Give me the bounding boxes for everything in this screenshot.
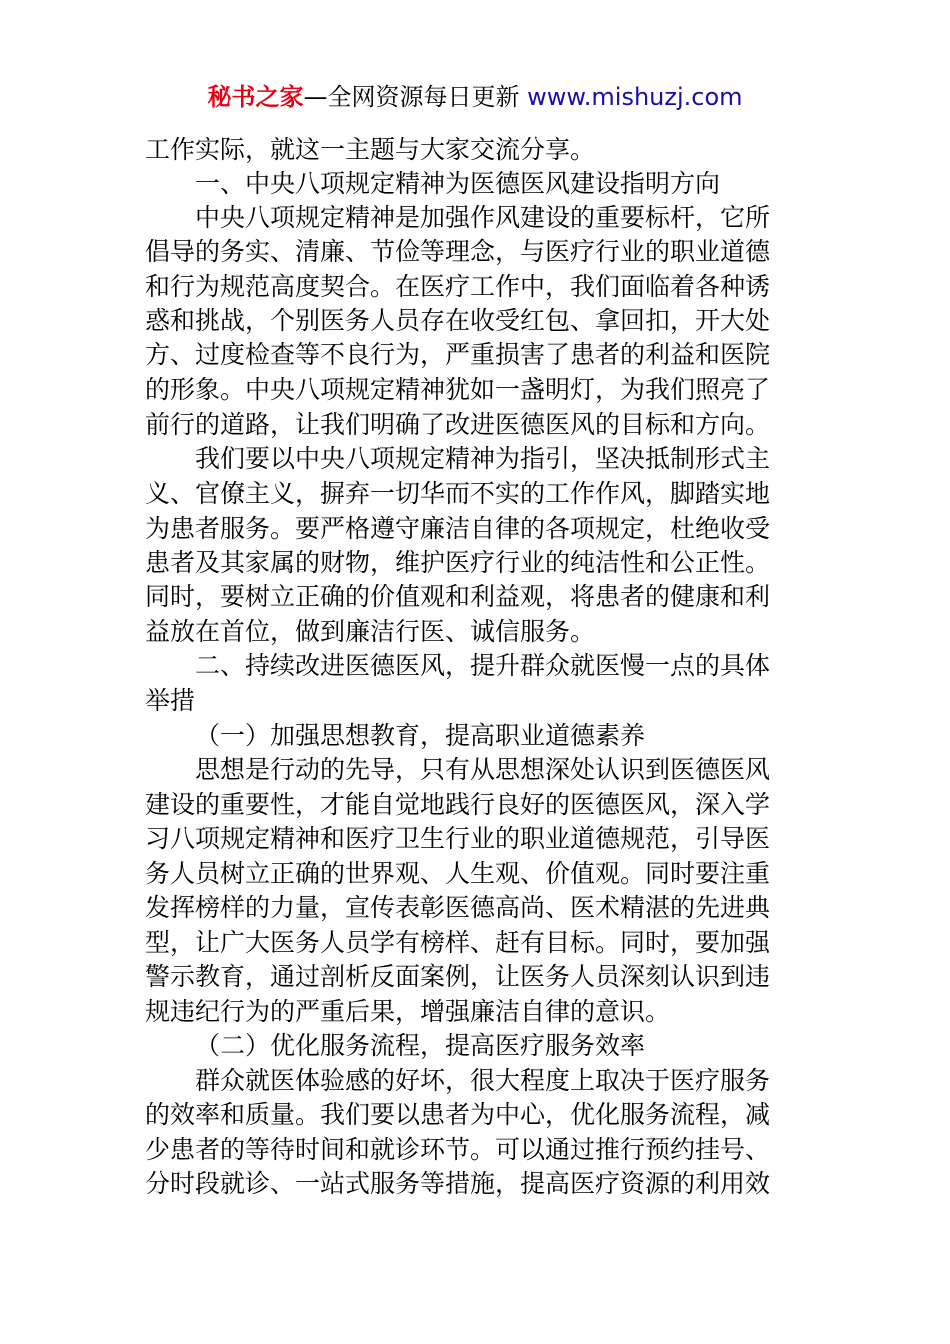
text-line: 前行的道路，让我们明确了改进医德医风的目标和方向。 — [145, 410, 771, 439]
text-line: 惑和挑战，个别医务人员存在收受红包、拿回扣，开大处 — [145, 306, 771, 335]
text-line: 我们要以中央八项规定精神为指引，坚决抵制形式主 — [195, 444, 771, 473]
text-line: 群众就医体验感的好坏，很大程度上取决于医疗服务 — [195, 1066, 771, 1095]
text-line: 规违纪行为的严重后果，增强廉洁自律的意识。 — [145, 997, 671, 1026]
text-line: 发挥榜样的力量，宣传表彰医德高尚、医术精湛的先进典 — [145, 893, 771, 922]
text-line: 益放在首位，做到廉洁行医、诚信服务。 — [145, 617, 596, 646]
text-line: 患者及其家属的财物，维护医疗行业的纯洁性和公正性。 — [145, 548, 771, 577]
site-url[interactable]: www.mishuzj.com — [527, 83, 743, 111]
text-line: 警示教育，通过剖析反面案例，让医务人员深刻认识到违 — [145, 962, 771, 991]
text-line: 少患者的等待时间和就诊环节。可以通过推行预约挂号、 — [145, 1135, 771, 1164]
site-header — [0, 80, 950, 114]
text-line: 务人员树立正确的世界观、人生观、价值观。同时要注重 — [145, 859, 771, 888]
text-line: 的效率和质量。我们要以患者为中心，优化服务流程，减 — [145, 1100, 771, 1129]
text-line: 中央八项规定精神是加强作风建设的重要标杆，它所 — [195, 203, 771, 232]
section-heading-1: 一、中央八项规定精神为医德医风建设指明方向 — [195, 169, 721, 198]
text-line: 义、官僚主义，摒弃一切华而不实的工作作风，脚踏实地 — [145, 479, 771, 508]
text-line: 习八项规定精神和医疗卫生行业的职业道德规范，引导医 — [145, 824, 771, 853]
text-line: 分时段就诊、一站式服务等措施，提高医疗资源的利用效 — [145, 1169, 771, 1198]
text-line: 同时，要树立正确的价值观和利益观，将患者的健康和利 — [145, 582, 771, 611]
text-line: 和行为规范高度契合。在医疗工作中，我们面临着各种诱 — [145, 272, 771, 301]
text-line: 方、过度检查等不良行为，严重损害了患者的利益和医院 — [145, 340, 771, 369]
subsection-heading-1: （一）加强思想教育，提高职业道德素养 — [195, 721, 646, 750]
text-line: 工作实际，就这一主题与大家交流分享。 — [145, 135, 596, 164]
site-brand: 秘书之家 — [207, 83, 304, 111]
section-heading-2: 二、持续改进医德医风，提升群众就医慢一点的具体 — [195, 651, 771, 680]
text-line: 思想是行动的先导，只有从思想深处认识到医德医风 — [195, 755, 771, 784]
text-line: 建设的重要性，才能自觉地践行良好的医德医风，深入学 — [145, 790, 771, 819]
text-line: 倡导的务实、清廉、节俭等理念，与医疗行业的职业道德 — [145, 237, 771, 266]
text-line: 型，让广大医务人员学有榜样、赶有目标。同时，要加强 — [145, 928, 771, 957]
section-heading-2-cont: 举措 — [145, 686, 196, 715]
text-line: 为患者服务。要严格遵守廉洁自律的各项规定，杜绝收受 — [145, 514, 771, 543]
subsection-heading-2: （二）优化服务流程，提高医疗服务效率 — [195, 1031, 646, 1060]
site-tagline: —全网资源每日更新 — [303, 83, 520, 111]
text-line: 的形象。中央八项规定精神犹如一盏明灯，为我们照亮了 — [145, 375, 771, 404]
